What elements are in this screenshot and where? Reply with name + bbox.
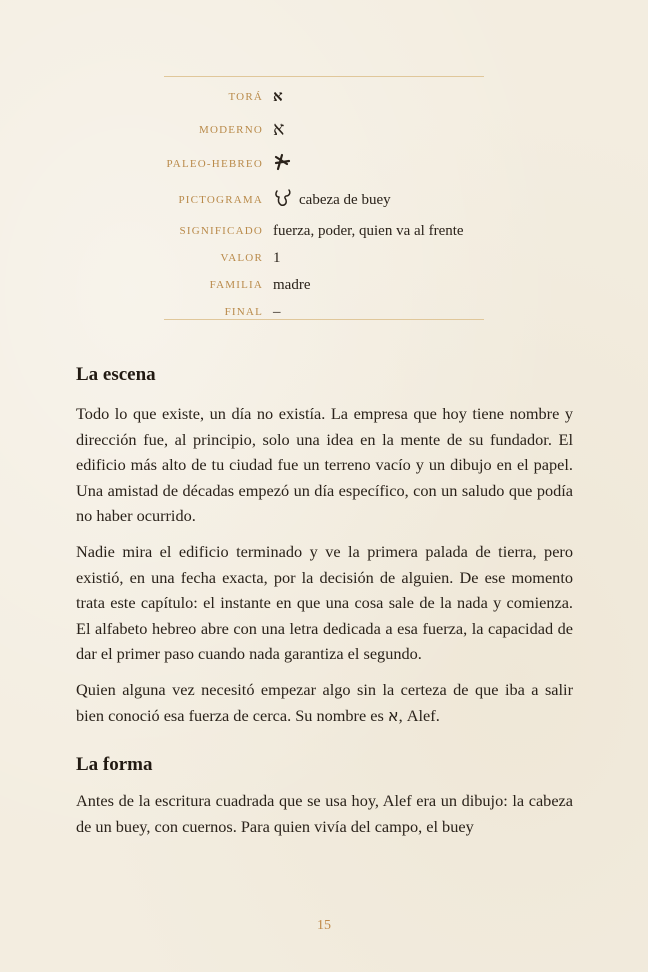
pictograma-value <box>273 188 391 212</box>
paragraph-escena-1: Todo lo que existe, un día no existía. La empresa que hoy tiene nombre y dirección fue, al principio, solo una idea en la mente de su fundador. El edificio más alto de tu ciudad fue un terreno vacío y un dibujo en el papel. Una amistad de décadas empezó un día específico, con un saludo que podía no haber ocurrido. <box>76 404 573 526</box>
significado-value: fuerza, poder, quien va al frente <box>273 223 464 239</box>
familia-value: madre <box>273 277 311 293</box>
paragraph-escena-2: Nadie mira el edificio terminado y ve la primera palada de tierra, pero existió, en una fecha exacta, por la decisión de alguien. De ese momento trata este capítulo: el instante en que una cosa sale de la nada y comienza. El alfabeto hebreo abre con una letra dedicada a esa fuerza, la capacidad de dar el primer paso cuando nada garantiza el segundo. <box>76 541 573 664</box>
page-number: 15 <box>317 918 331 933</box>
heading-la-forma: La forma <box>76 754 153 776</box>
label-final: FINAL <box>224 306 263 318</box>
alef-inline-glyph: א <box>387 705 399 725</box>
row-tora <box>164 85 484 109</box>
paleo-alef-icon <box>273 153 291 171</box>
heading-la-escena: La escena <box>76 364 156 385</box>
label-pictograma: PICTOGRAMA <box>178 194 263 206</box>
tora-glyph: א <box>273 89 283 105</box>
final-value: – <box>273 304 281 320</box>
pictograma-text: cabeza de buey <box>299 192 391 208</box>
label-significado: SIGNIFICADO <box>179 225 263 237</box>
paragraph-escena-3-end: , Alef. <box>398 705 440 725</box>
ox-head-icon <box>273 188 293 208</box>
label-moderno: MODERNO <box>198 124 263 136</box>
label-tora: TORÁ <box>228 91 263 103</box>
row-valor <box>164 246 484 270</box>
letter-info-table <box>164 76 484 320</box>
paragraph-escena-3 <box>76 677 573 728</box>
label-paleo: PALEO-HEBREO <box>166 158 263 170</box>
row-moderno <box>164 118 484 142</box>
row-pictograma <box>164 188 484 212</box>
row-final <box>164 300 484 324</box>
moderno-glyph: א <box>273 119 285 140</box>
row-paleo <box>164 152 484 176</box>
row-familia <box>164 273 484 297</box>
label-familia: FAMILIA <box>209 279 263 291</box>
valor-value: 1 <box>273 250 281 266</box>
label-valor: VALOR <box>220 252 263 264</box>
paragraph-forma-1: Antes de la escritura cuadrada que se usa hoy, Alef era un dibujo: la cabeza de un buey, con cuernos. Para quien vivía del campo, el buey <box>76 791 573 836</box>
row-significado <box>164 219 484 243</box>
chapter-body <box>76 360 573 839</box>
paragraph-escena-3-text: Quien alguna vez necesitó empezar algo sin la certeza de que iba a salir bien conoció esa fuerza de cerca. Su nombre es <box>76 679 573 725</box>
paleo-glyph <box>273 152 291 176</box>
